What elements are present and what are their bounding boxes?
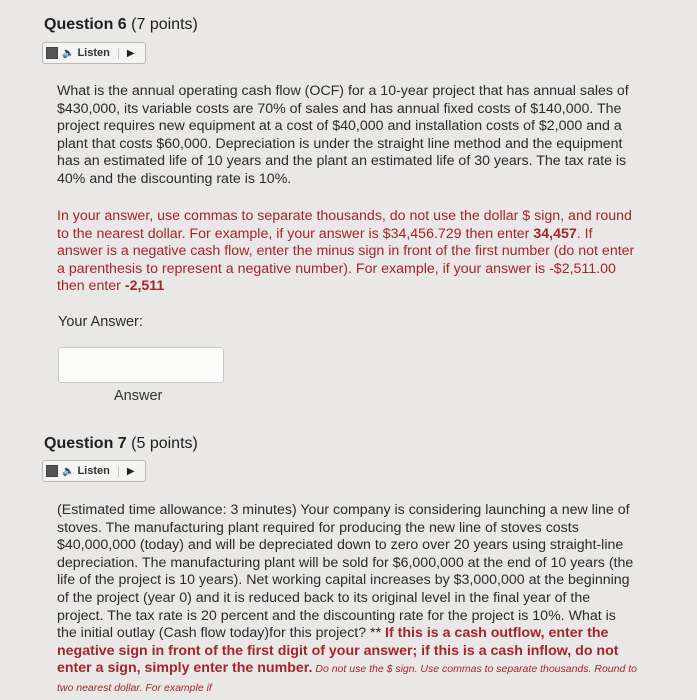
question-6-number: Question 6 (44, 16, 127, 33)
answer-input[interactable] (58, 347, 224, 383)
play-icon[interactable]: ▶ (118, 466, 145, 477)
speaker-icon: 🔈 (62, 47, 75, 59)
listen-bar-q7 (42, 460, 146, 482)
instruction-text-1: In your answer, use commas to separate thousands, do not use the dollar $ sign, and round to the nearest dollar. For example, if your answer is $34,456.729 then enter (57, 208, 632, 242)
your-answer-label: Your Answer: (58, 314, 143, 330)
question-7-points: (5 points) (131, 435, 198, 452)
instruction-example-1: 34,457 (533, 225, 577, 242)
listen-bar-q6 (42, 42, 146, 64)
question-7-title (44, 435, 198, 453)
question-7-number: Question 7 (44, 435, 127, 452)
listen-button-q6[interactable]: Listen (77, 47, 110, 59)
question-6-points: (7 points) (131, 16, 198, 33)
menu-icon[interactable] (46, 47, 58, 59)
question-7-body: (Estimated time allowance: 3 minutes) Your company is considering launching a new line of stoves. The manufacturing plant required for producing the new line of stoves costs $40,000,000 (today) and will be depreciated down to zero over 20 years using straight-line depreciation. The manufacturing plant will be sold for $6,000,000 at the end of 10 years (the life of the project is 10 years). Net working capital increases by $3,000,000 at the beginning of the project (year 0) and it is reduced back to its original level in the final year of the project. The tax rate is 20 percent and the discounting rate for the project is 10%. What is the initial outlay (Cash flow today)for this project? ** (57, 502, 634, 642)
listen-button-q7[interactable]: Listen (77, 465, 110, 477)
speaker-icon: 🔈 (62, 465, 75, 477)
question-6-title (44, 16, 198, 34)
answer-button[interactable]: Answer (114, 388, 163, 404)
question-6-instructions (57, 208, 637, 296)
play-icon[interactable]: ▶ (118, 48, 145, 59)
question-7-instruction-small: Do not use the $ sign. Use commas to separate thousands. Round to two nearest dollar. For example if (57, 663, 637, 694)
instruction-text-2: . If answer is a negative cash flow, enter the minus sign in front of the first number (do not enter a parenthesis to represent a negative number). For example, if your answer is -$2,511.00 then enter (57, 225, 635, 295)
question-7-text (57, 502, 637, 698)
question-6-text: What is the annual operating cash flow (OCF) for a 10-year project that has annual sales of $430,000, its variable costs are 70% of sales and has annual fixed costs of $140,000. The project requires new equipment at a cost of $40,000 and installation costs of $2,000 and a plant that costs $60,000. Depreciation is under the straight line method and the equipment has an estimated life of 10 years and the plant an estimated life of 30 years. The tax rate is 40% and the discounting rate is 10%. (57, 83, 629, 187)
menu-icon[interactable] (46, 465, 58, 477)
question-7-instruction-bold: If this is a cash outflow, enter the negative sign in front of the first digit of your answer; if this is a cash inflow, do not enter a sign, simply enter the number. (57, 625, 619, 677)
instruction-example-2: -2,511 (124, 278, 165, 295)
